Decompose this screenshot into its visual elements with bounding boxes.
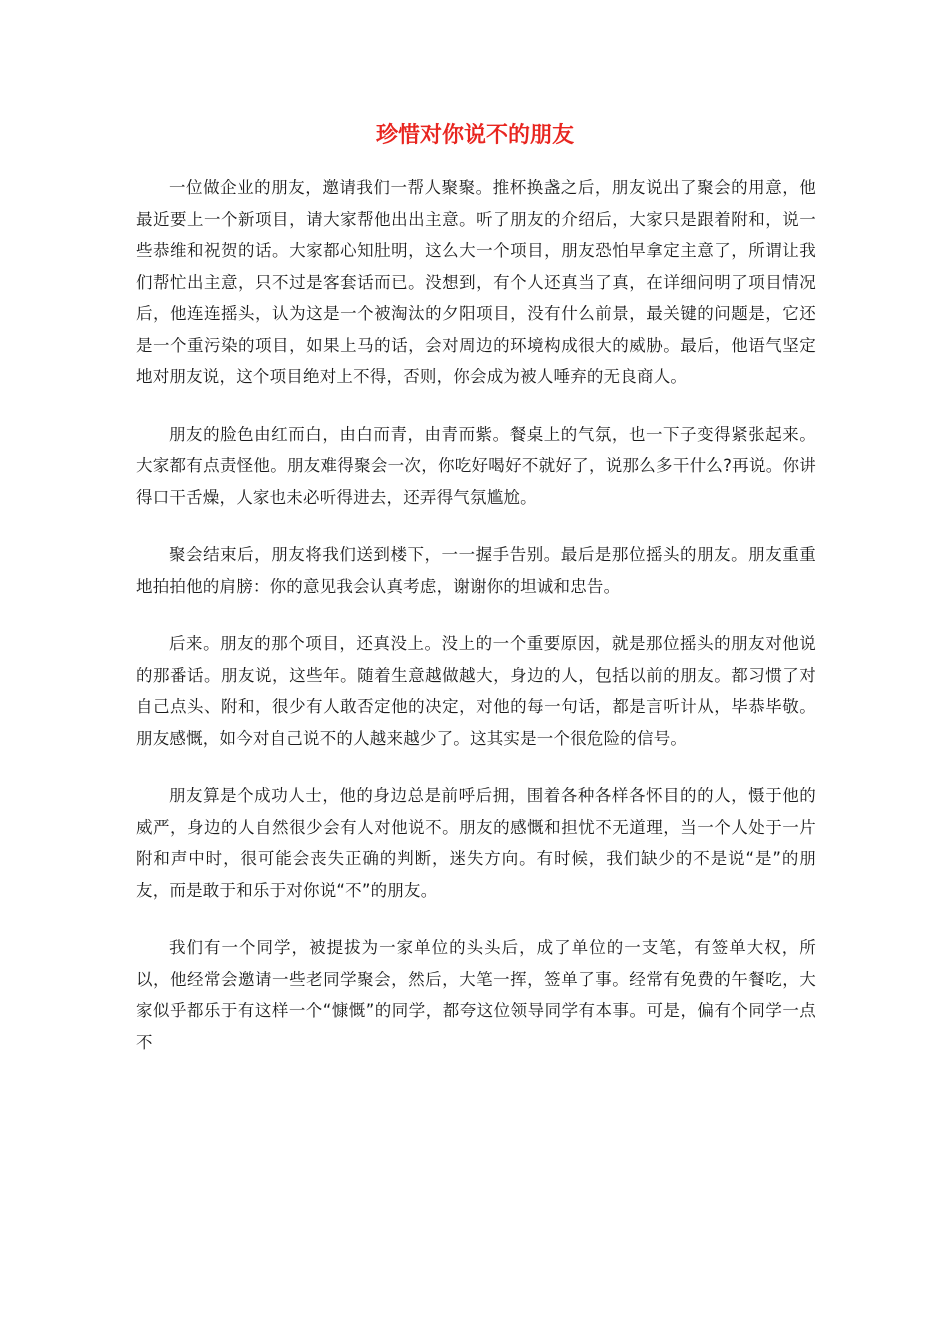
paragraph-3: 聚会结束后，朋友将我们送到楼下，一一握手告别。最后是那位摇头的朋友。朋友重重地拍拍他的肩膀：你的意见我会认真考虑，谢谢你的坦诚和忠告。 [136,545,816,596]
paragraph-6: 我们有一个同学，被提拔为一家单位的头头后，成了单位的一支笔，有签单大权，所以，他经常会邀请一些老同学聚会，然后，大笔一挥，签单了事。经常有免费的午餐吃，大家似乎都乐于有这样一个“慷慨”的同学，都夸这位领导同学有本事。可是，偏有个同学一点不 [136,938,816,1052]
page-title: 珍惜对你说不的朋友 [375,123,574,148]
paragraph-2: 朋友的脸色由红而白，由白而青，由青而紫。餐桌上的气氛，也一下子变得紧张起来。大家都有点责怪他。朋友难得聚会一次，你吃好喝好不就好了，说那么多干什么?再说。你讲得口干舌燥，人家也未必听得进去，还弄得气氛尴尬。 [136,424,816,507]
paragraph-1: 一位做企业的朋友，邀请我们一帮人聚聚。推杯换盏之后，朋友说出了聚会的用意，他最近要上一个新项目，请大家帮他出出主意。听了朋友的介绍后，大家只是跟着附和，说一些恭维和祝贺的话。大家都心知肚明，这么大一个项目，朋友恐怕早拿定主意了，所谓让我们帮忙出主意，只不过是客套话而已。没想到，有个人还真当了真，在详细问明了项目情况后，他连连摇头，认为这是一个被淘汰的夕阳项目，没有什么前景，最关键的问题是，它还是一个重污染的项目，如果上马的话，会对周边的环境构成很大的威胁。最后，他语气坚定地对朋友说，这个项目绝对上不得，否则，你会成为被人唾弃的无良商人。 [136,178,816,386]
paragraph-5: 朋友算是个成功人士，他的身边总是前呼后拥，围着各种各样各怀目的的人，慑于他的威严，身边的人自然很少会有人对他说不。朋友的感慨和担忧不无道理，当一个人处于一片附和声中时，很可能会丧失正确的判断，迷失方向。有时候，我们缺少的不是说“是”的朋友，而是敢于和乐于对你说“不”的朋友。 [136,786,816,900]
article-body [136,172,816,1084]
paragraph-4: 后来。朋友的那个项目，还真没上。没上的一个重要原因，就是那位摇头的朋友对他说的那番话。朋友说，这些年。随着生意越做越大，身边的人，包括以前的朋友。都习惯了对自己点头、附和，很少有人敢否定他的决定，对他的每一句话，都是言听计从，毕恭毕敬。朋友感慨，如今对自己说不的人越来越少了。这其实是一个很危险的信号。 [136,634,816,748]
